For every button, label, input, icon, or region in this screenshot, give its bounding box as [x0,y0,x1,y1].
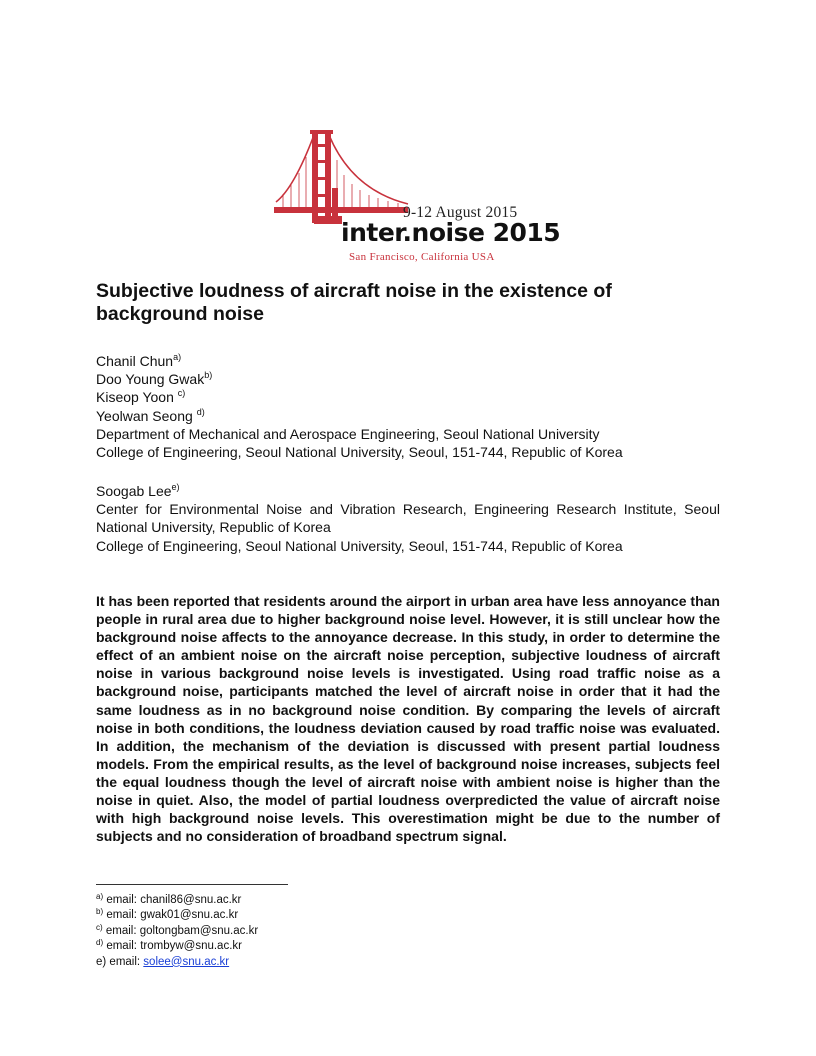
footnote [96,955,258,970]
affiliation-line: Center for Environmental Noise and Vibration Research, Engineering Research Institute, Seoul National University, Republic of Korea [96,501,720,536]
author-mark: e) [171,482,180,492]
footnotes [96,893,258,970]
footnote-text: e) email: [96,955,144,968]
author-line [96,352,726,370]
footnote-mark: a) [96,892,104,901]
author-block [96,352,726,461]
paper-title: Subjective loudness of aircraft noise in the existence of background noise [96,280,612,325]
footnote [96,939,258,954]
footnote-mark: c) [96,922,103,932]
footnote [96,908,258,923]
abstract: It has been reported that residents around the airport in urban area have less annoyance than people in rural area due to higher background noise level. However, it is still unclear how the background noise affects to the annoyance decrease. In this study, in order to determine the effect of an ambient noise on the aircraft noise perception, subjective loudness of aircraft noise in various background noise levels is investigated. Using road traffic noise as a background noise, participants matched the level of aircraft noise in order that it had the same loudness as in no background noise condition. By comparing the levels of aircraft noise in both conditions, the loudness deviation caused by road traffic noise was evaluated. In addition, the mechanism of the deviation is discussed with present partial loudness models. From the empirical results, as the level of background noise increases, subjects feel the equal loudness though the level of aircraft noise with ambient noise is higher than the noise in quiet. Also, the model of partial loudness overpredicted the value of aircraft noise with high background noise levels. This overestimation might be due to the number of subjects and no consideration of broadband spectrum signal. [96,593,720,845]
conference-name: inter.noise 2015 [341,218,561,247]
author-name: Soogab Lee [96,483,172,499]
footnote-text: email: gwak01@snu.ac.kr [103,909,239,922]
footnote-text: email: trombyw@snu.ac.kr [103,940,242,953]
author-line [96,482,720,500]
footnote-text: email: chanil86@snu.ac.kr [103,894,242,906]
conference-place: San Francisco, California USA [349,251,495,263]
author-name: Kiseop Yoon [96,389,178,406]
affiliation-line: College of Engineering, Seoul National University, Seoul, 151-744, Republic of Korea [96,444,623,461]
footnote-mark: d) [96,938,104,948]
conference-date: 9-12 August 2015 [403,204,518,221]
email-link[interactable]: solee@snu.ac.kr [143,955,230,968]
author-name: Chanil Chun [96,353,174,369]
author-line [96,407,726,425]
author-line [96,388,726,406]
author-name: Doo Young Gwak [96,371,205,388]
footnote-divider [96,884,288,885]
author-mark: c) [177,388,186,399]
affiliation-line: Department of Mechanical and Aerospace Engineering, Seoul National University [96,425,600,442]
author-name: Yeolwan Seong [96,407,197,424]
author-mark: d) [196,406,205,417]
author-mark: b) [204,370,213,381]
author-mark: a) [173,352,182,362]
footnote-text: email: goltongbam@snu.ac.kr [102,924,259,937]
author-line [96,370,726,388]
footnote [96,893,258,908]
footnote-mark: b) [96,907,104,917]
footnote [96,924,258,939]
conference-logo [272,130,561,266]
affiliation-line: College of Engineering, Seoul National University, Seoul, 151-744, Republic of Korea [96,537,623,554]
author-block-2 [96,482,720,555]
